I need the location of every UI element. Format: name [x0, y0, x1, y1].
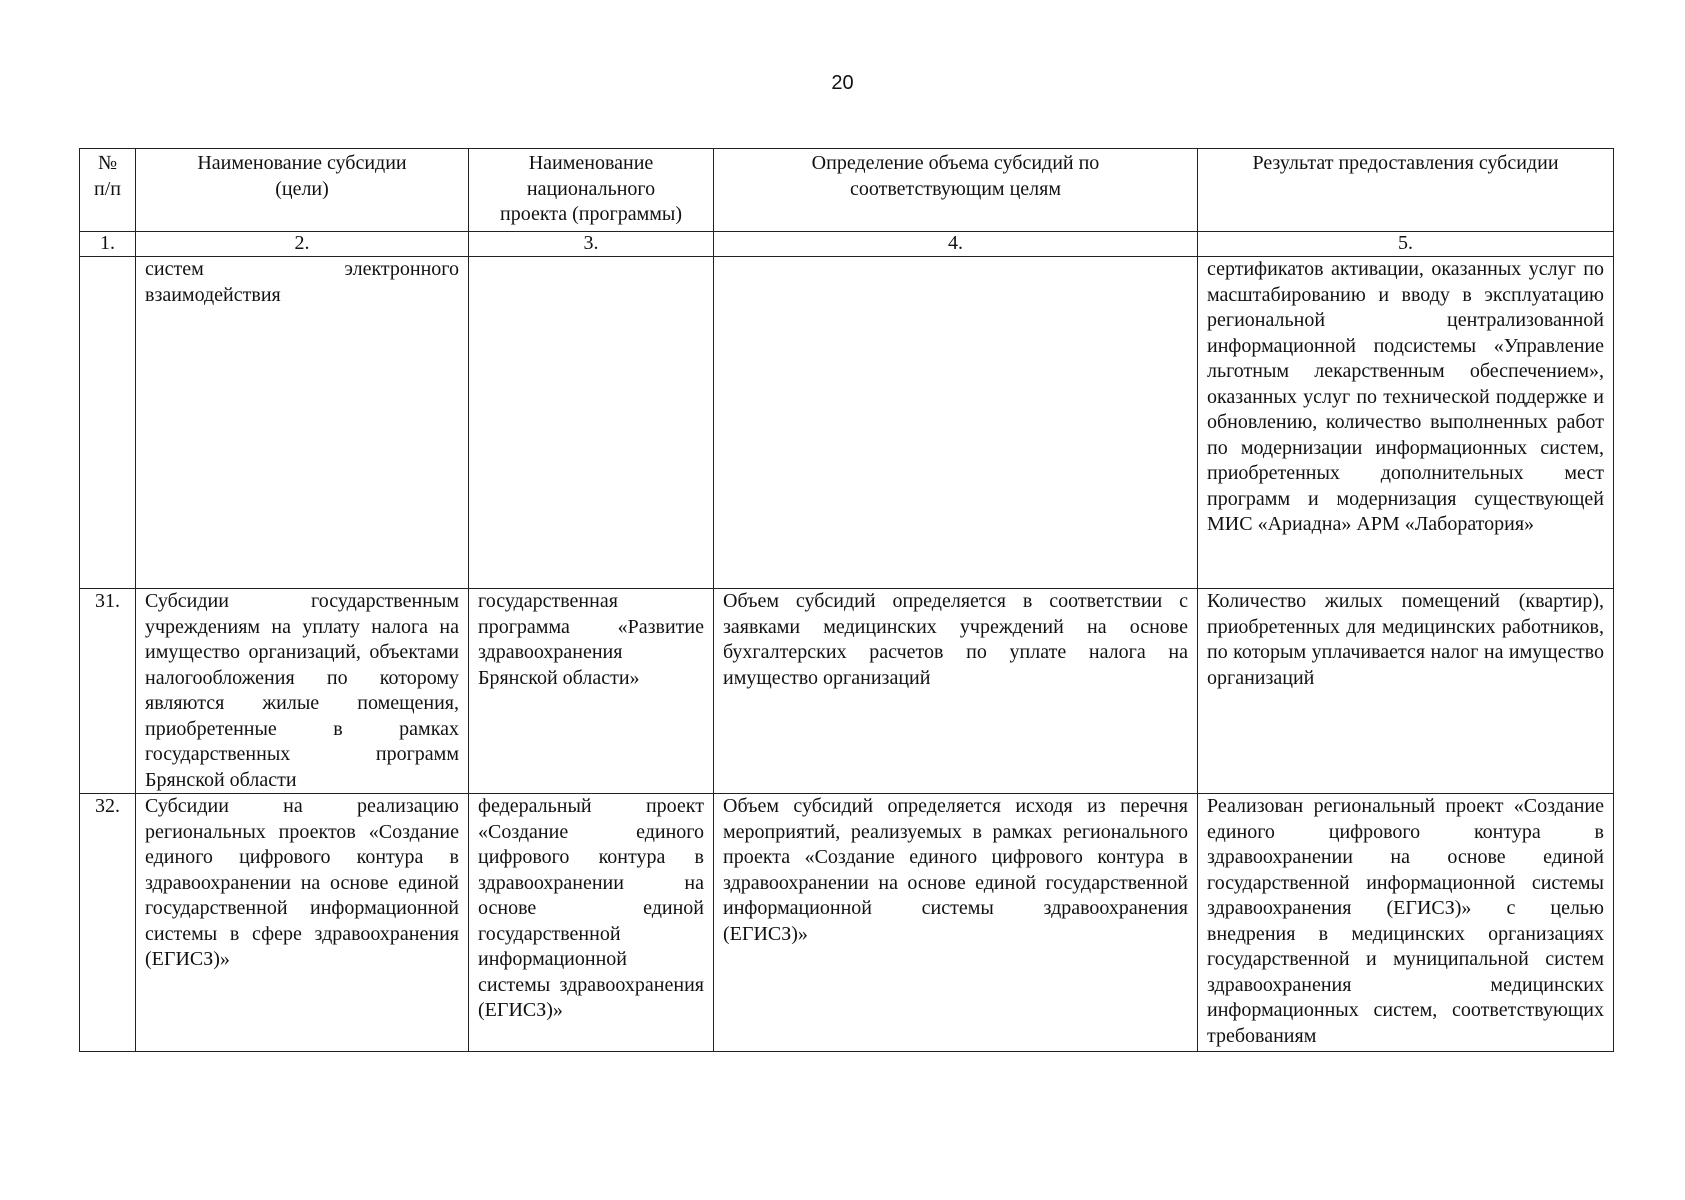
national-project-cell	[469, 257, 714, 589]
table-row	[80, 257, 1614, 589]
subsidies-table	[79, 148, 1614, 1052]
column-number: 1.	[80, 232, 136, 257]
header-number: № п/п	[80, 149, 136, 232]
column-number: 4.	[714, 232, 1198, 257]
subsidy-name-cell: систем электронного взаимодействия	[136, 257, 469, 589]
table-row	[80, 589, 1614, 794]
volume-definition-cell: Объем субсидий определяется исходя из перечня мероприятий, реализуемых в рамках регионального проекта «Создание единого цифрового контура в здравоохранении на основе единой государственной информационной системы здравоохранения (ЕГИСЗ)»	[714, 794, 1198, 1052]
row-number: 31.	[80, 589, 136, 794]
national-project-cell: государственная программа «Развитие здравоохранения Брянской области»	[469, 589, 714, 794]
row-number	[80, 257, 136, 589]
column-number: 2.	[136, 232, 469, 257]
row-number: 32.	[80, 794, 136, 1052]
header-result: Результат предоставления субсидии	[1198, 149, 1614, 232]
header-national-project: Наименование национального проекта (программы)	[469, 149, 714, 232]
volume-definition-cell: Объем субсидий определяется в соответствии с заявками медицинских учреждений на основе бухгалтерских расчетов по уплате налога на имущество организаций	[714, 589, 1198, 794]
national-project-cell: федеральный проект «Создание единого цифрового контура в здравоохранении на основе единой государственной информационной системы здравоохранения (ЕГИСЗ)»	[469, 794, 714, 1052]
table-row	[80, 794, 1614, 1052]
column-number: 3.	[469, 232, 714, 257]
result-cell: сертификатов активации, оказанных услуг по масштабированию и вводу в эксплуатацию региональной централизованной информационной подсистемы «Управление льготным лекарственным обеспечением», оказанных услуг по технической поддержке и обновлению, количество выполненных работ по модернизации информационных систем, приобретенных дополнительных мест программ и модернизация существующей МИС «Ариадна» АРМ «Лаборатория»	[1198, 257, 1614, 589]
column-numbers-row	[80, 232, 1614, 257]
header-volume-definition: Определение объема субсидий по соответствующим целям	[714, 149, 1198, 232]
column-number: 5.	[1198, 232, 1614, 257]
result-cell: Количество жилых помещений (квартир), приобретенных для медицинских работников, по которым уплачивается налог на имущество организаций	[1198, 589, 1614, 794]
table-header-row	[80, 149, 1614, 232]
subsidy-name-cell: Субсидии государственным учреждениям на уплату налога на имущество организаций, объектами налогообложения по которому являются жилые помещения, приобретенные в рамках государственных программ Брянской области	[136, 589, 469, 794]
volume-definition-cell	[714, 257, 1198, 589]
result-cell: Реализован региональный проект «Создание единого цифрового контура в здравоохранении на основе единой государственной информационной системы здравоохранения (ЕГИСЗ)» с целью внедрения в медицинских организациях государственной и муниципальной систем здравоохранения медицинских информационных систем, соответствующих требованиям	[1198, 794, 1614, 1052]
header-subsidy-name: Наименование субсидии (цели)	[136, 149, 469, 232]
page-number: 20	[831, 72, 854, 94]
subsidy-name-cell: Субсидии на реализацию региональных проектов «Создание единого цифрового контура в здравоохранении на основе единой государственной информационной системы в сфере здравоохранения (ЕГИСЗ)»	[136, 794, 469, 1052]
